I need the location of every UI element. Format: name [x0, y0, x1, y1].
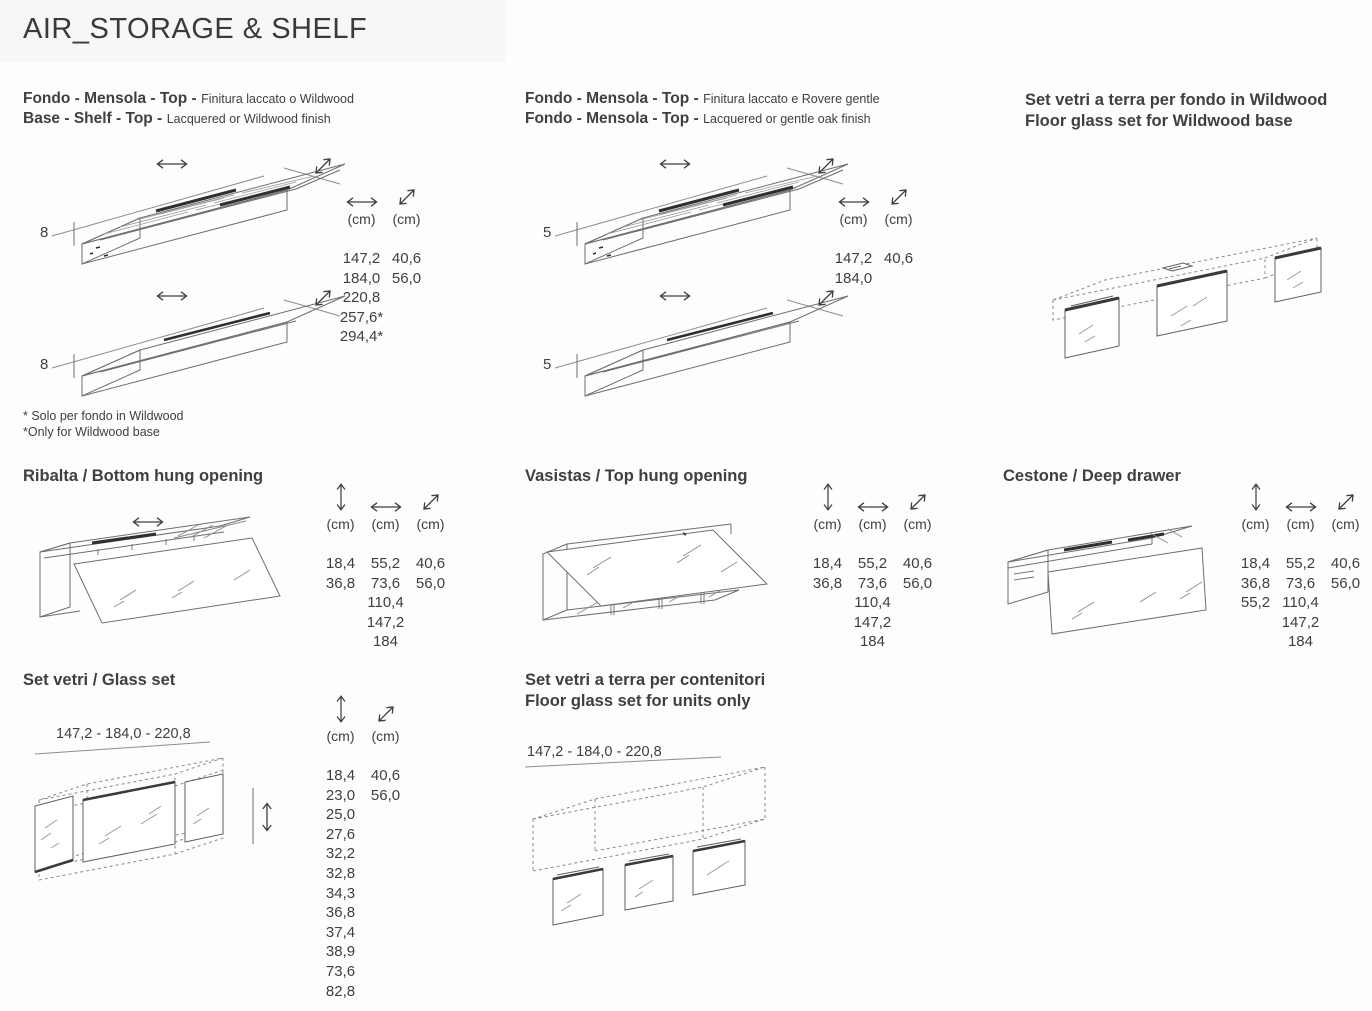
- dim-col-height: [805, 489, 850, 652]
- width-arrow-icon: [855, 501, 891, 513]
- height-arrow-icon: [335, 693, 347, 725]
- heading-base-shelf-oak: [525, 89, 880, 129]
- heading-en-small: Lacquered or gentle oak finish: [703, 112, 871, 126]
- dim-value: 73,6: [370, 574, 401, 592]
- dim-value: 110,4: [1282, 594, 1319, 612]
- heading-glass-set: Set vetri / Glass set: [23, 671, 176, 689]
- dim-value: 55,2: [1240, 594, 1271, 612]
- unit-label: (cm): [371, 728, 400, 744]
- dim-value: 257,6*: [339, 308, 384, 326]
- ribalta-diagram: [28, 512, 288, 637]
- width-arrow-icon: [1283, 501, 1319, 513]
- range-label: 147,2 - 184,0 - 220,8: [527, 744, 662, 760]
- dim-value: 56,0: [391, 269, 422, 287]
- heading-line-en: Floor glass set for units only: [525, 692, 751, 710]
- unit-label: (cm): [1286, 516, 1315, 532]
- unit-label: (cm): [884, 211, 913, 227]
- width-arrow-icon: [133, 518, 162, 526]
- dim-table-oak: [831, 184, 921, 288]
- dim-col-depth: [876, 184, 921, 288]
- height-arrow-icon: [822, 481, 834, 513]
- heading-en-small: Lacquered or Wildwood finish: [166, 112, 331, 126]
- footnote-line-en: *Only for Wildwood base: [23, 425, 160, 439]
- unit-label: (cm): [326, 728, 355, 744]
- footnote-line-it: * Solo per fondo in Wildwood: [23, 409, 184, 423]
- width-arrow-icon: [660, 160, 689, 168]
- dim-col-depth: [895, 489, 940, 652]
- heading-it-bold: Fondo - Mensola - Top -: [525, 90, 699, 107]
- dim-value: 56,0: [1330, 574, 1361, 592]
- heading-ribalta: Ribalta / Bottom hung opening: [23, 467, 264, 485]
- dim-value: 25,0: [325, 806, 356, 824]
- heading-it-bold: Fondo - Mensola - Top -: [23, 90, 197, 107]
- dim-value: 23,0: [325, 786, 356, 804]
- dim-col-depth: [384, 184, 429, 347]
- dim-col-height: [1233, 489, 1278, 652]
- dim-value: 55,2: [370, 555, 401, 572]
- dim-col-width: [831, 184, 876, 288]
- floor-glass-wildwood-diagram: [1035, 222, 1355, 362]
- dim-value: 184,0: [834, 269, 873, 287]
- depth-arrow-icon: [316, 291, 330, 305]
- heading-floor-glass-wildwood: [1025, 90, 1327, 132]
- dim-value: 110,4: [367, 594, 404, 612]
- dim-value: 294,4*: [339, 328, 384, 346]
- width-arrow-icon: [157, 160, 186, 168]
- width-arrow-icon: [344, 196, 380, 208]
- height-arrow-icon: [1250, 481, 1262, 513]
- dim-table-cestone: [1233, 489, 1368, 652]
- dim-value: 147,2: [366, 613, 405, 631]
- glass-set-diagram: [25, 728, 290, 923]
- vasistas-diagram: [533, 520, 778, 635]
- dim-value: 36,8: [325, 904, 356, 922]
- plain-shelf-diagram: [38, 282, 358, 410]
- heading-floor-glass-units: [525, 670, 765, 712]
- unit-label: (cm): [1241, 516, 1270, 532]
- dim-col-depth: [1323, 489, 1368, 652]
- unit-label: (cm): [416, 516, 445, 532]
- dim-value: 73,6: [1285, 574, 1316, 592]
- dim-value: 36,8: [812, 574, 843, 592]
- dim-value: 147,2: [1281, 613, 1320, 631]
- depth-arrow-icon: [1335, 491, 1357, 513]
- unit-label: (cm): [858, 516, 887, 532]
- range-label: 147,2 - 184,0 - 220,8: [56, 726, 191, 742]
- depth-arrow-icon: [888, 186, 910, 208]
- dim-value: 40,6: [415, 555, 446, 572]
- dim-col-width: [339, 184, 384, 347]
- dim-col-width: [850, 489, 895, 652]
- dim-value: 36,8: [1240, 574, 1271, 592]
- unit-label: (cm): [903, 516, 932, 532]
- heading-base-shelf-wildwood: [23, 89, 354, 129]
- dim-value: 36,8: [325, 574, 356, 592]
- depth-arrow-icon: [907, 491, 929, 513]
- dim-value: 184: [372, 633, 398, 651]
- depth-arrow-icon: [819, 291, 833, 305]
- dim-value: 184: [1287, 633, 1313, 651]
- dim-value: 82,8: [325, 982, 356, 1000]
- dim-value: 40,6: [370, 767, 401, 784]
- height-arrow-icon: [335, 481, 347, 513]
- dim-value: 56,0: [370, 786, 401, 804]
- dim-value: 184,0: [342, 269, 381, 287]
- dim-col-height: [318, 701, 363, 1001]
- width-arrow-icon: [368, 501, 404, 513]
- unit-label: (cm): [839, 211, 868, 227]
- dim-col-depth: [363, 701, 408, 1001]
- dim-col-width: [363, 489, 408, 652]
- dim-value: 40,6: [883, 250, 914, 267]
- width-arrow-icon: [836, 196, 872, 208]
- dim-value: 110,4: [854, 594, 891, 612]
- dim-table-wildwood: [339, 184, 429, 347]
- depth-arrow-icon: [375, 703, 397, 725]
- heading-it-small: Finitura laccato o Wildwood: [201, 92, 354, 106]
- heading-line-en: Floor glass set for Wildwood base: [1025, 112, 1293, 130]
- unit-label: (cm): [347, 211, 376, 227]
- dim-value: 37,4: [325, 923, 356, 941]
- heading-en-bold: Fondo - Mensola - Top -: [525, 110, 699, 127]
- cestone-diagram: [1000, 516, 1225, 638]
- dim-value: 73,6: [857, 574, 888, 592]
- width-arrow-icon: [157, 292, 186, 300]
- unit-label: (cm): [326, 516, 355, 532]
- dim-value: 184: [859, 633, 885, 651]
- dim-col-height: [318, 489, 363, 652]
- thickness-label: 8: [40, 224, 49, 241]
- dim-value: 40,6: [1330, 555, 1361, 572]
- dim-value: 34,3: [325, 884, 356, 902]
- heading-vasistas: Vasistas / Top hung opening: [525, 467, 748, 485]
- dim-value: 40,6: [902, 555, 933, 572]
- dim-value: 220,8: [342, 289, 381, 307]
- heading-en-bold: Base - Shelf - Top -: [23, 110, 163, 127]
- dim-value: 32,8: [325, 864, 356, 882]
- depth-arrow-icon: [396, 186, 418, 208]
- dim-col-depth: [408, 489, 453, 652]
- page-title: AIR_STORAGE & SHELF: [23, 13, 368, 45]
- heading-line-it: Set vetri a terra per contenitori: [525, 671, 766, 689]
- unit-label: (cm): [392, 211, 421, 227]
- dim-value: 147,2: [853, 613, 892, 631]
- dim-table-glass-set: [318, 701, 408, 1001]
- height-arrow-icon: [263, 803, 271, 830]
- dim-value: 32,2: [325, 845, 356, 863]
- dim-value: 18,4: [325, 555, 356, 572]
- dim-value: 38,9: [325, 943, 356, 961]
- wood-shelf-diagram: [541, 150, 861, 278]
- footnote: [23, 408, 184, 440]
- thickness-label: 5: [543, 356, 552, 373]
- heading-line-it: Set vetri a terra per fondo in Wildwood: [1025, 91, 1328, 109]
- thickness-label: 5: [543, 224, 552, 241]
- unit-label: (cm): [1331, 516, 1360, 532]
- depth-arrow-icon: [420, 491, 442, 513]
- dim-table-vasistas: [805, 489, 940, 652]
- dim-value: 147,2: [342, 250, 381, 267]
- depth-arrow-icon: [316, 159, 330, 173]
- width-arrow-icon: [660, 292, 689, 300]
- dim-value: 56,0: [902, 574, 933, 592]
- dim-value: 27,6: [325, 825, 356, 843]
- dim-value: 18,4: [1240, 555, 1271, 572]
- dim-value: 55,2: [857, 555, 888, 572]
- dim-value: 40,6: [391, 250, 422, 267]
- plain-shelf-diagram: [541, 282, 861, 410]
- dim-value: 18,4: [325, 767, 356, 784]
- dim-table-ribalta: [318, 489, 453, 652]
- depth-arrow-icon: [819, 159, 833, 173]
- dim-value: 56,0: [415, 574, 446, 592]
- dim-col-width: [1278, 489, 1323, 652]
- wood-shelf-diagram: [38, 150, 358, 278]
- floor-glass-units-diagram: [523, 755, 803, 930]
- dim-value: 55,2: [1285, 555, 1316, 572]
- unit-label: (cm): [813, 516, 842, 532]
- thickness-label: 8: [40, 356, 49, 373]
- dim-value: 147,2: [834, 250, 873, 267]
- unit-label: (cm): [371, 516, 400, 532]
- dim-value: 18,4: [812, 555, 843, 572]
- dim-value: 73,6: [325, 962, 356, 980]
- heading-it-small: Finitura laccato e Rovere gentle: [703, 92, 880, 106]
- heading-cestone: Cestone / Deep drawer: [1003, 467, 1181, 485]
